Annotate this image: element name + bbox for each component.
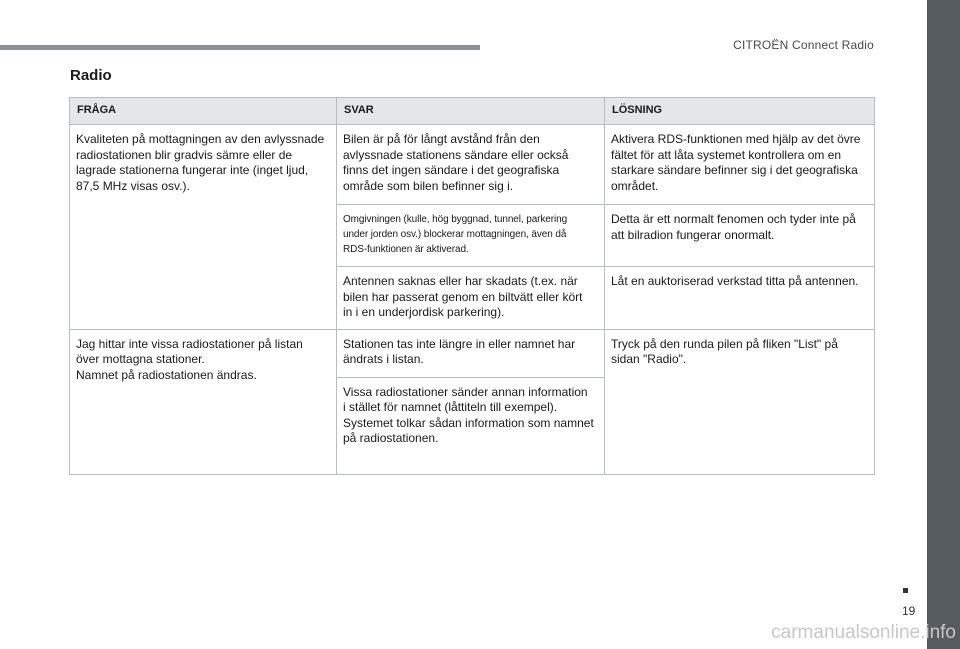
header-rule [0, 45, 480, 50]
text-line: 87,5 MHz visas osv.). [76, 178, 190, 193]
text-line: avlyssnade stationens sändare eller också [343, 147, 569, 162]
text-line: Tryck på den runda pilen på fliken "List" på [611, 336, 838, 351]
text-line: över mottagna stationer. [76, 352, 205, 366]
question-cell [70, 329, 337, 474]
text-line: Låt en auktoriserad verkstad titta på antennen. [611, 274, 859, 288]
text-line: radiostationen blir gradvis sämre eller de [76, 147, 293, 162]
text-line: Kvaliteten på mottagningen av den avlyssnade [76, 132, 325, 146]
text-line: Detta är ett normalt fenomen och tyder inte på [611, 212, 856, 226]
solution-cell [605, 329, 875, 474]
text-line: på radiostationen. [343, 431, 439, 445]
answer-cell [337, 377, 605, 474]
text-line: Jag hittar inte vissa radiostationer på listan [76, 336, 303, 351]
text-line: RDS-funktionen är aktiverad. [343, 244, 469, 255]
answer-cell [337, 125, 605, 205]
solution-cell [605, 205, 875, 267]
text-line: under jorden osv.) blockerar mottagningen, även då [343, 229, 567, 240]
answer-cell [337, 205, 605, 267]
text-line: ändrats i listan. [343, 352, 424, 366]
page-marker [903, 588, 908, 593]
text-line: område som bilen befinner sig i. [343, 178, 514, 193]
text-line: Systemet tolkar sådan information som namnet [343, 415, 594, 430]
text-line: att bilradion fungerar onormalt. [611, 227, 775, 242]
watermark: carmanualsonline.info [771, 622, 956, 643]
page-title: Radio [70, 67, 112, 84]
text-line: starkare sändare befinner sig i det geografiska [611, 163, 858, 177]
faq-table [69, 97, 875, 475]
text-line: sidan "Radio". [611, 352, 687, 366]
text-line: i stället för namnet (låttiteln till exempel). [343, 400, 558, 414]
text-line: Namnet på radiostationen ändras. [76, 367, 257, 382]
answer-cell [337, 329, 605, 377]
table-header-row [70, 98, 875, 125]
text-line: fältet för att låta systemet kontrollera om en [611, 147, 842, 162]
text-line: Antennen saknas eller har skadats (t.ex. när [343, 274, 578, 288]
text-line: Omgivningen (kulle, hög byggnad, tunnel, parkering [343, 214, 568, 225]
solution-cell [605, 267, 875, 330]
brand-label: CITROËN Connect Radio [733, 38, 874, 52]
question-cell [70, 125, 337, 330]
table-row [70, 329, 875, 377]
solution-cell [605, 125, 875, 205]
text-line: finns det ingen sändare i det geografiska [343, 163, 560, 177]
answer-cell [337, 267, 605, 330]
text-line: lagrade stationerna fungerar inte (inget ljud, [76, 163, 309, 177]
side-band [927, 0, 960, 649]
text-line: in i en underjordisk parkering). [343, 305, 505, 319]
column-header-question: FRÅGA [70, 98, 337, 125]
text-line: Stationen tas inte längre in eller namnet har [343, 336, 576, 351]
table-row [70, 125, 875, 205]
column-header-solution: LÖSNING [605, 98, 875, 125]
column-header-answer: SVAR [337, 98, 605, 125]
text-line: området. [611, 178, 659, 193]
text-line: Bilen är på för långt avstånd från den [343, 132, 540, 146]
page-number: 19 [902, 604, 916, 618]
text-line: Vissa radiostationer sänder annan information [343, 384, 588, 399]
text-line: bilen har passerat genom en biltvätt eller kört [343, 289, 583, 304]
text-line: Aktivera RDS-funktionen med hjälp av det övre [611, 132, 861, 146]
